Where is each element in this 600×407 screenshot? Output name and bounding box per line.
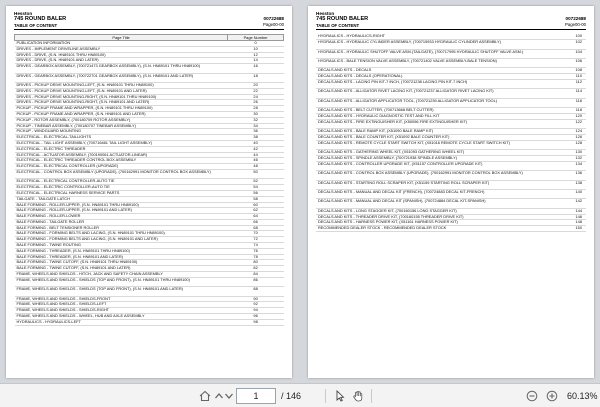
toc-entry-title: DECALS AND KITS - ALLIGATOR APPLICATOR TOOL, (700721239 ALLIGATOR APPLICATOR TOOL) [316, 98, 530, 107]
toc-entry-title: HYDRAULICS - HYDRAULIC SHUTOFF VALVE ASM.(TAILGATE), (700717995 HYDRAULIC SHUTOFF VALVE ASM.) [316, 49, 530, 58]
toc-row[interactable] [316, 171, 586, 180]
toc-entry-title: BALE FORMING - ROLLER-UPPER, (S.N. HN89101 THRU HN89100) [15, 202, 228, 208]
toc-entry-title: HYDRAULICS - HYDRAULICS-LEFT [15, 319, 228, 325]
page-code: Page00-00 [564, 22, 586, 27]
toc-entry-title: DECALS AND KITS - REMOTE CYCLE START SWITCH KIT, (X51016 REMOTE CYCLE START SWITCH KIT) [316, 140, 530, 149]
toolbar-divider [371, 389, 372, 403]
toc-entry-page: 24 [228, 94, 284, 100]
toc-entry-title: BALE FORMING - FORMING BELTS AND LACING, (S.N. HN89101 THRU HN89100) [15, 231, 228, 237]
toc-entry-page: 46 [228, 158, 284, 164]
toc-entry-title: DECALS AND KITS - FIRE EXTINGUISHER KIT, (X50056 FIRE EXTINGUISHER KIT) [316, 119, 530, 128]
header-rule [14, 29, 284, 30]
toc-entry-page: 98 [228, 319, 284, 325]
toc-entry-title: DECALS AND KITS - DECALS [316, 68, 530, 74]
toc-entry-title: DECALS AND KITS - HARNESS POWER KIT, (X51161 HARNESS POWER KIT) [316, 220, 530, 226]
toc-entry-title: ELECTRICAL - TAIL LIGHT ASSEMBLY, (700716461 TAIL LIGHT ASSEMBLY) [15, 140, 228, 146]
toc-entry-title: ELECTRICAL - ELECTRICAL HARNESS SERVICE PARTS [15, 190, 228, 196]
toc-entry-page: 138 [530, 180, 586, 189]
toc-entry-page: 118 [530, 108, 586, 114]
toc-entry-page: 48 [228, 164, 284, 170]
toc-entry-title: DECALS AND KITS - LACING PIN KIT-7 INCH, (700721238 LACING PIN KIT-7 INCH) [316, 80, 530, 89]
page-right [308, 6, 594, 378]
toc-row[interactable] [316, 89, 586, 98]
toc-row[interactable] [15, 287, 284, 296]
toc-entry-title: DECALS AND KITS - CONTROLLER UPGRADE KIT, (X51157 CONTROLLER UPGRADE KIT) [316, 161, 530, 170]
toc-entry-page: 102 [530, 40, 586, 49]
toc-row[interactable] [316, 199, 586, 208]
toc-entry-title: DECALS AND KITS - BALE COUNTER KIT, (X51092 BALE COUNTER KIT) [316, 135, 530, 141]
toc-entry-page: 34 [228, 123, 284, 129]
toc-entry-page: 92 [228, 302, 284, 308]
toc-entry-title: PICKUP - PICKUP FRAME AND WRAPPER, (S.N. HN89101 THRU HN89100) [15, 106, 228, 112]
toc-entry-title: DRIVES - PICKUP DRIVE MOUNTING-LEFT, (S.N. HN89101 THRU HN89100) [15, 82, 228, 88]
toc-entry-title: DECALS AND KITS - LONG STAGGER KIT, (700160156 LONG STAGGER KIT) [316, 208, 530, 214]
toc-entry-page: 0 [228, 41, 284, 47]
toc-entry-page: 16 [228, 64, 284, 73]
toc-entry-page: 52 [228, 179, 284, 185]
toc-entry-title: BALE FORMING - THREADER, (S.N. HN89101 THRU HN89100) [15, 248, 228, 254]
toc-entry-page: 84 [228, 272, 284, 278]
toc-entry-page: 140 [530, 189, 586, 198]
toc-entry-title: DECALS AND KITS - BALE RAMP KIT, (X51090 BALE RAMP KIT) [316, 129, 530, 135]
toc-entry-page: 136 [530, 171, 586, 180]
toc-entry-title: HYDRAULICS - HYDRAULICS-RIGHT [316, 34, 530, 40]
toc-entry-page: 144 [530, 208, 586, 214]
toc-entry-page: 54 [228, 185, 284, 191]
toc-entry-page: 66 [228, 219, 284, 225]
section-title: TABLE OF CONTENT [14, 23, 58, 28]
toc-row[interactable] [316, 226, 586, 232]
toc-entry-page: 142 [530, 199, 586, 208]
toc-entry-page: 40 [228, 140, 284, 146]
toc-table-right [316, 34, 586, 232]
toc-entry-title: PICKUP - WINDGUARD MOUNTING [15, 129, 228, 135]
toc-entry-page: 44 [228, 152, 284, 158]
toc-entry-title: FRAME, WHEELS AND SHIELDS - WHEEL, HUB AND AXLE ASSEMBLY [15, 314, 228, 320]
toc-entry-page: 42 [228, 146, 284, 152]
toc-entry-page: 36 [228, 129, 284, 135]
toc-entry-title: BALE FORMING - THREADER, (S.N. HN89101 AND LATER) [15, 254, 228, 260]
toc-entry-page: 122 [530, 119, 586, 128]
toc-entry-page: 130 [530, 150, 586, 156]
toc-entry-title: DECALS AND KITS - DECALS (OPERATIONAL) [316, 74, 530, 80]
toc-entry-page: 28 [228, 106, 284, 112]
toc-entry-title: ELECTRICAL - ELECTRICAL CONTROLLER-AUTO TIE [15, 179, 228, 185]
model-title: 745 ROUND BALER [316, 16, 369, 22]
toc-entry-title: FRAME, WHEELS AND SHIELDS - SHIELDS (TOP AND FRONT), (S.N. HN89101 THRU HN89100) [15, 277, 228, 286]
toc-entry-title: BALE FORMING - BELT TENSIONER ROLLER [15, 225, 228, 231]
brand-name: Hesston [316, 11, 335, 16]
chevron-down-icon[interactable] [224, 389, 234, 403]
toc-entry-title: TAILGATE - TAILGATE LATCH [15, 196, 228, 202]
toc-entry-page: 14 [228, 58, 284, 64]
toc-entry-page: 30 [228, 111, 284, 117]
toc-entry-title: ELECTRICAL - ACTUATOR ASSEMBLY, (700190061 ACTUATOR-LINEAR) [15, 152, 228, 158]
toc-entry-title: FRAME, WHEELS AND SHIELDS - SHIELDS-RIGHT [15, 308, 228, 314]
toc-entry-page: 132 [530, 156, 586, 162]
toc-entry-title: DECALS AND KITS - CONTROL BOX ASSEMBLY (UPGRADE), (700162991 MONITOR CONTROL BOX ASSEMBLY) [316, 171, 530, 180]
toc-row[interactable] [316, 40, 586, 49]
toc-entry-page: 116 [530, 98, 586, 107]
toc-entry-page: 26 [228, 100, 284, 106]
toc-entry-title: FRAME, WHEELS AND SHIELDS - SHIELDS (TOP AND FRONT), (S.N. HN89101 AND LATER) [15, 287, 228, 296]
toc-entry-page: 114 [530, 89, 586, 98]
page-code: Page00-00 [262, 22, 284, 27]
toc-entry-page: 134 [530, 161, 586, 170]
toc-entry-title: PICKUP - ROTOR ASSEMBLY, (700180709 ROTOR ASSEMBLY) [15, 117, 228, 123]
toc-entry-page: 148 [530, 220, 586, 226]
toc-entry-title: ELECTRICAL - ELECTRIC THREADER CONTROL BOX ASSEMBLY [15, 158, 228, 164]
toc-entry-page: 60 [228, 202, 284, 208]
toc-entry-page: 38 [228, 135, 284, 141]
toc-entry-page: 108 [530, 68, 586, 74]
toc-entry-page: 94 [228, 308, 284, 314]
toc-entry-page: 12 [228, 52, 284, 58]
toc-entry-page: 76 [228, 248, 284, 254]
toc-entry-page: 70 [228, 231, 284, 237]
toc-entry-title: HYDRAULICS - HYDRAULIC CYLINDER ASSEMBLY, (700715933 HYDRAULIC CYLINDER ASSEMBLY) [316, 40, 530, 49]
toc-entry-title: DRIVES - IMPLEMENT DRIVELINE ASSEMBLY [15, 46, 228, 52]
toc-entry-page: 90 [228, 296, 284, 302]
toc-row[interactable] [15, 319, 284, 325]
cursor-icon[interactable] [333, 389, 347, 403]
toc-entry-page: 126 [530, 135, 586, 141]
page-left [6, 6, 292, 378]
page-header [316, 11, 586, 33]
toc-entry-title: DECALS AND KITS - GATHERING WHEEL KIT, (X51093 GATHERING WHEEL KIT) [316, 150, 530, 156]
toc-entry-page: 20 [228, 82, 284, 88]
toc-entry-page: 104 [530, 49, 586, 58]
toc-entry-page: 96 [228, 314, 284, 320]
toc-entry-title: ELECTRICAL - ELECTRIC THREADER [15, 146, 228, 152]
toc-entry-page: 80 [228, 260, 284, 266]
toc-entry-page: 78 [228, 254, 284, 260]
toc-entry-page: 74 [228, 243, 284, 249]
col-header-title: Page Title [15, 35, 228, 41]
toc-entry-title: PICKUP - TINEBAR ASSEMBLY, (700180707 TINEBAR ASSEMBLY) [15, 123, 228, 129]
toc-entry-page: 50 [228, 169, 284, 178]
toc-entry-title: BALE FORMING - ROLLER-UPPER, (S.N. HN89101 AND LATER) [15, 208, 228, 214]
toc-entry-page: 82 [228, 266, 284, 272]
toc-entry-title: BALE FORMING - TWINE CUTOFF, (S.N. HN89101 AND LATER) [15, 266, 228, 272]
toc-entry-page: 86 [228, 277, 284, 286]
toc-entry-title: PICKUP - PICKUP FRAME AND WRAPPER, (S.N. HN89101 AND LATER) [15, 111, 228, 117]
toc-entry-page: 110 [530, 74, 586, 80]
chevron-up-icon[interactable] [214, 389, 224, 403]
toc-entry-title: FRAME, WHEELS AND SHIELDS - HITCH, JACK AND SAFETY CHAIN ASSEMBLY [15, 272, 228, 278]
toc-entry-title: PUBLICATION INFORMATION [15, 41, 228, 47]
toc-entry-title: BALE FORMING - FORMING BELTS AND LACING, (S.N. HN89101 AND LATER) [15, 237, 228, 243]
toc-entry-title: FRAME, WHEELS AND SHIELDS - SHIELDS-FRONT [15, 296, 228, 302]
zoom-out-icon[interactable] [525, 389, 539, 403]
toc-entry-page: 100 [530, 34, 586, 40]
toc-entry-title: DRIVES - PICKUP DRIVE MOUNTING-RIGHT, (S.N. HN89101 AND LATER) [15, 100, 228, 106]
zoom-in-icon[interactable] [545, 389, 559, 403]
toc-entry-page: 56 [228, 190, 284, 196]
toc-entry-page: 64 [228, 214, 284, 220]
toc-entry-page: 62 [228, 208, 284, 214]
toc-row[interactable] [15, 64, 284, 73]
section-title: TABLE OF CONTENT [316, 23, 360, 28]
toc-entry-page: 22 [228, 88, 284, 94]
toc-entry-title: DRIVES - DRIVE, (S.N. HN89101 THRU HN89100) [15, 52, 228, 58]
zoom-level[interactable]: 60.13% [567, 391, 598, 401]
toc-entry-title: DECALS AND KITS - BELT CUTTER, (700713668 BELT CUTTER) [316, 108, 530, 114]
part-code: 00722688 [263, 16, 284, 21]
toc-entry-title: FRAME, WHEELS AND SHIELDS - SHIELDS-LEFT [15, 302, 228, 308]
toc-table-left [14, 34, 284, 326]
toc-entry-page: 88 [228, 287, 284, 296]
toc-entry-title: HYDRAULICS - BALE TENSION VALVE ASSEMBLY, (700721402 VALVE ASSEMBLY-BALE TENSION) [316, 59, 530, 68]
toc-entry-title: BALE FORMING - TAILGATE ROLLER [15, 219, 228, 225]
brand-name: Hesston [14, 11, 33, 16]
toc-entry-title: DECALS AND KITS - HYDRAULIC DIAGNOSTIC TEST AND FILL KIT [316, 114, 530, 120]
toc-entry-title: BALE FORMING - ROLLER-LOWER [15, 214, 228, 220]
toc-entry-page: 72 [228, 237, 284, 243]
toc-entry-page: 32 [228, 117, 284, 123]
toc-entry-title: DRIVES - PICKUP DRIVE MOUNTING-RIGHT, (S.N. HN89101 THRU HN89100) [15, 94, 228, 100]
col-header-number: Page Number [228, 35, 284, 41]
toc-entry-page: 68 [228, 225, 284, 231]
home-icon[interactable] [198, 389, 212, 403]
toc-entry-title: ELECTRICAL - CONTROL BOX ASSEMBLY (UPGRADE), (700162991 MONITOR CONTROL BOX ASSEMBLY) [15, 169, 228, 178]
toc-entry-title: BALE FORMING - TWINE CUTOFF, (S.N. HN89101 THRU HN89100) [15, 260, 228, 266]
toc-entry-page: 106 [530, 59, 586, 68]
part-code: 00722688 [565, 16, 586, 21]
page-header [14, 11, 284, 33]
toc-entry-page: 18 [228, 73, 284, 82]
toc-entry-page: 146 [530, 214, 586, 220]
page-number-input[interactable]: 1 [236, 388, 276, 404]
header-rule [316, 29, 586, 30]
toc-entry-title: DRIVES - GEARBOX ASSEMBLY, (700722701 GEARBOX ASSEMBLY), (S.N. HN89101 AND LATER) [15, 73, 228, 82]
toc-entry-title: DRIVES - DRIVE, (S.N. HN89101 AND LATER) [15, 58, 228, 64]
toc-entry-title: ELECTRICAL - ELECTRICAL CONTROLLER (UPGRADE) [15, 164, 228, 170]
toc-entry-title: BALE FORMING - TWINE ROUTING [15, 243, 228, 249]
toc-entry-page: 124 [530, 129, 586, 135]
hand-icon[interactable] [351, 389, 365, 403]
toc-entry-title: DRIVES - PICKUP DRIVE MOUNTING-LEFT, (S.N. HN89101 AND LATER) [15, 88, 228, 94]
toc-entry-title: DECALS AND KITS - STARTING ROLL SCRAPER KIT, (X51159 STARTING ROLL SCRAPER KIT) [316, 180, 530, 189]
toc-entry-title: RECOMMENDED DEALER STOCK - RECOMMENDED DEALER STOCK [316, 226, 530, 232]
toc-entry-title: DRIVES - GEARBOX ASSEMBLY, (700721473 GEARBOX ASSEMBLY), (S.N. HN89101 THRU HN89100) [15, 64, 228, 73]
toc-entry-title: DECALS AND KITS - MANUAL AND DECAL KIT (FRENCH), (700724883 DECAL KIT-FRENCH) [316, 189, 530, 198]
toc-entry-title: DECALS AND KITS - ALLIGATOR RIVET LACING KIT, (700721237 ALLIGATOR RIVET LACING KIT) [316, 89, 530, 98]
toc-entry-page: 58 [228, 196, 284, 202]
toc-entry-title: DECALS AND KITS - MANUAL AND DECAL KIT (SPANISH), (700724884 DECAL KIT-SPANISH) [316, 199, 530, 208]
model-title: 745 ROUND BALER [14, 16, 67, 22]
toc-entry-title: ELECTRICAL - ELECTRICAL-TAILLIGHTS [15, 135, 228, 141]
page-total: / 146 [281, 391, 302, 401]
toc-entry-page: 112 [530, 80, 586, 89]
toc-entry-page: 120 [530, 114, 586, 120]
toc-entry-title: DECALS AND KITS - THREADER DRIVE KIT, (700160155 THREADER DRIVE KIT) [316, 214, 530, 220]
toolbar-divider [325, 389, 326, 403]
toc-entry-page: 10 [228, 46, 284, 52]
toc-entry-page: 150 [530, 226, 586, 232]
toc-entry-title: ELECTRICAL - ELECTRIC CONTROLLER-AUTO TIE [15, 185, 228, 191]
toc-entry-page: 128 [530, 140, 586, 149]
toc-entry-title: DECALS AND KITS - SPINDLE ASSEMBLY, (700721938 SPINDLE ASSEMBLY) [316, 156, 530, 162]
viewer-toolbar [0, 383, 600, 407]
